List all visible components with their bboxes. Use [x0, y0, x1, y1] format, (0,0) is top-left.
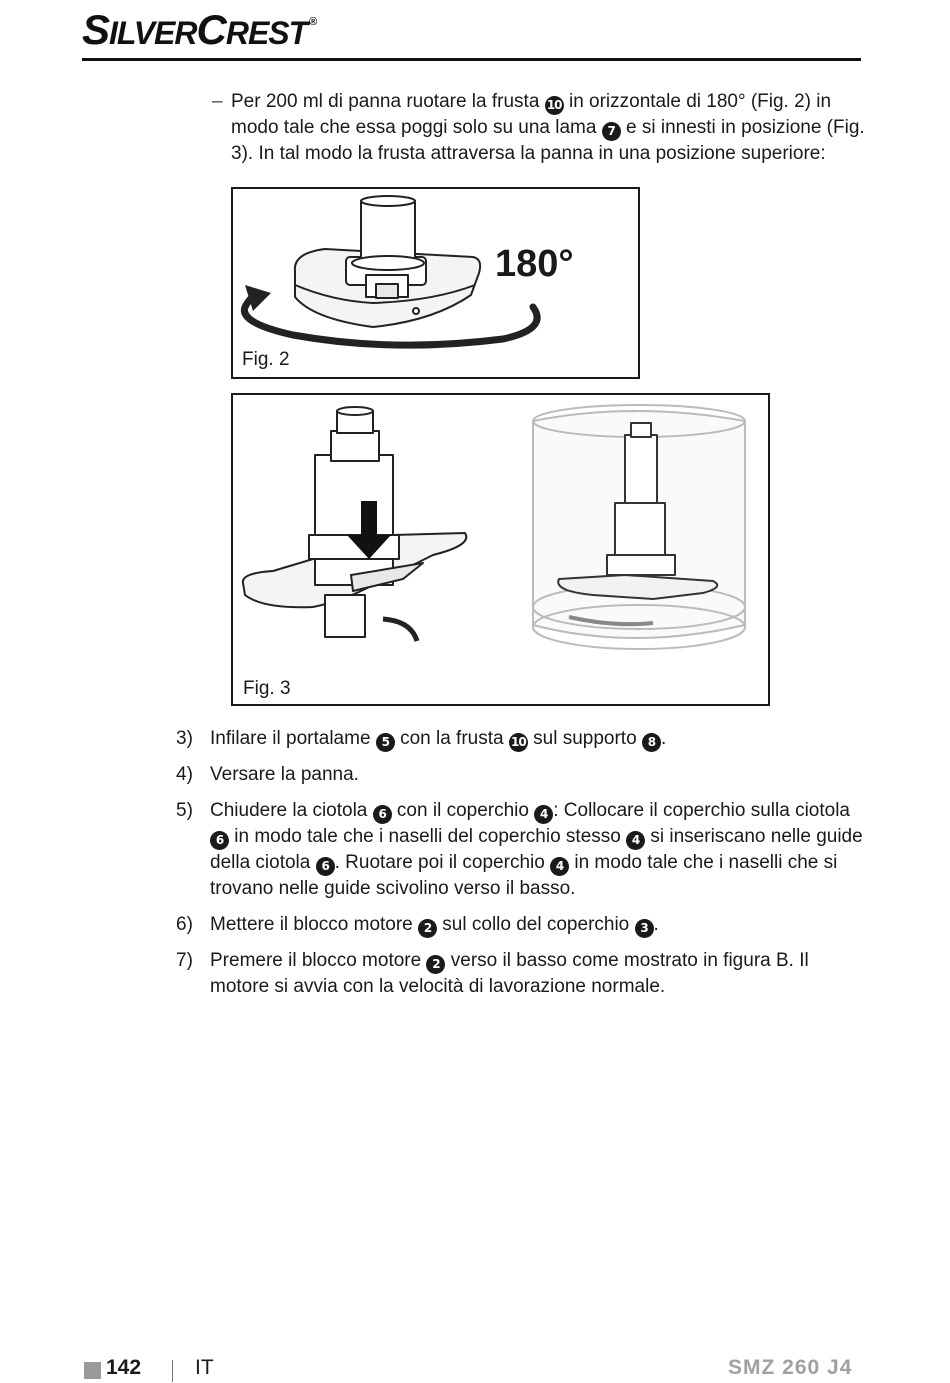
step-text-segment: .	[660, 728, 667, 749]
part-number-icon: 4	[626, 831, 645, 850]
step-text-segment: con il coperchio	[391, 800, 535, 821]
part-number-icon: 4	[534, 805, 553, 824]
part-number-icon: 4	[550, 857, 569, 876]
step-text	[210, 948, 866, 1000]
footer-square-icon	[84, 1362, 101, 1379]
step-text-segment: sul collo del coperchio	[437, 914, 635, 935]
step-text-segment: Chiudere la ciotola	[210, 800, 373, 821]
step-number: 7)	[176, 950, 193, 971]
part-number-icon: 3	[635, 919, 654, 938]
step-text-segment: . Ruotare poi il coperchio	[334, 852, 551, 873]
step-text-segment: in modo tale che i naselli che si trovano nelle guide scivolino verso il basso.	[210, 852, 838, 899]
step-list	[176, 726, 866, 1010]
part-number-icon: 2	[426, 955, 445, 974]
whisk-rotation-illustration	[233, 189, 637, 376]
step-text-segment: verso il basso come mostrato in figura B. Il motore si avvia con la velocità di lavorazione normale.	[210, 950, 809, 997]
figure-label: Fig. 2	[242, 349, 290, 370]
step-text	[210, 912, 866, 938]
step-text-segment: .	[653, 914, 659, 935]
part-number-icon: 6	[373, 805, 392, 824]
intro-text-1: Per 200 ml di panna ruotare la frusta	[231, 91, 545, 112]
step-text-segment: si inseriscano nelle guide della ciotola	[210, 826, 863, 873]
step-text-segment: con la frusta	[394, 728, 509, 749]
part-number-icon: 5	[376, 733, 395, 752]
intro-dash: –	[212, 91, 223, 112]
step-number: 3)	[176, 728, 193, 749]
step-text-segment: : Collocare il coperchio sulla ciotola	[553, 800, 850, 821]
figure-3	[231, 393, 770, 706]
rotation-degrees: 180°	[495, 243, 574, 285]
step-item	[176, 948, 866, 1000]
step-text	[210, 726, 866, 752]
step-number: 5)	[176, 800, 193, 821]
part-number-icon: 2	[418, 919, 437, 938]
step-item	[176, 762, 866, 788]
step-text-segment: Mettere il blocco motore	[210, 914, 419, 935]
step-item	[176, 912, 866, 938]
step-text-segment: sul supporto	[527, 728, 642, 749]
part-number-icon: 8	[642, 733, 661, 752]
intro-text-3: e si innesti in posizione (Fig. 3). In tal modo la frusta attraversa la panna in una posizione superiore:	[231, 117, 865, 164]
brand-logo: SILVERCREST ®	[82, 6, 317, 53]
header-rule	[82, 58, 861, 61]
part-number-icon: 6	[210, 831, 229, 850]
whisk-assembly-illustration	[233, 395, 767, 703]
step-number: 6)	[176, 914, 193, 935]
part-number-icon: 10	[509, 733, 528, 752]
model-number: SMZ 260 J4	[728, 1356, 853, 1379]
step-number: 4)	[176, 764, 193, 785]
step-text-segment: Versare la panna.	[210, 764, 359, 785]
part-number-icon: 10	[545, 96, 564, 115]
figure-label: Fig. 3	[243, 678, 291, 699]
step-text	[210, 798, 866, 902]
figure-2	[231, 187, 640, 379]
step-text-segment: Infilare il portalame	[210, 728, 376, 749]
step-item	[176, 798, 866, 902]
language-code: IT	[195, 1356, 214, 1379]
part-number-icon: 7	[602, 122, 621, 141]
step-text-segment: Premere il blocco motore	[210, 950, 427, 971]
step-text	[210, 762, 866, 788]
step-text-segment: in modo tale che i naselli del coperchio stesso	[229, 826, 627, 847]
page-number: 142	[106, 1356, 142, 1379]
intro-text-2: in orizzontale di 180° (Fig. 2) in modo tale che essa poggi solo su una lama	[231, 91, 832, 138]
step-item	[176, 726, 866, 752]
part-number-icon: 6	[316, 857, 335, 876]
footer-separator	[172, 1360, 173, 1382]
